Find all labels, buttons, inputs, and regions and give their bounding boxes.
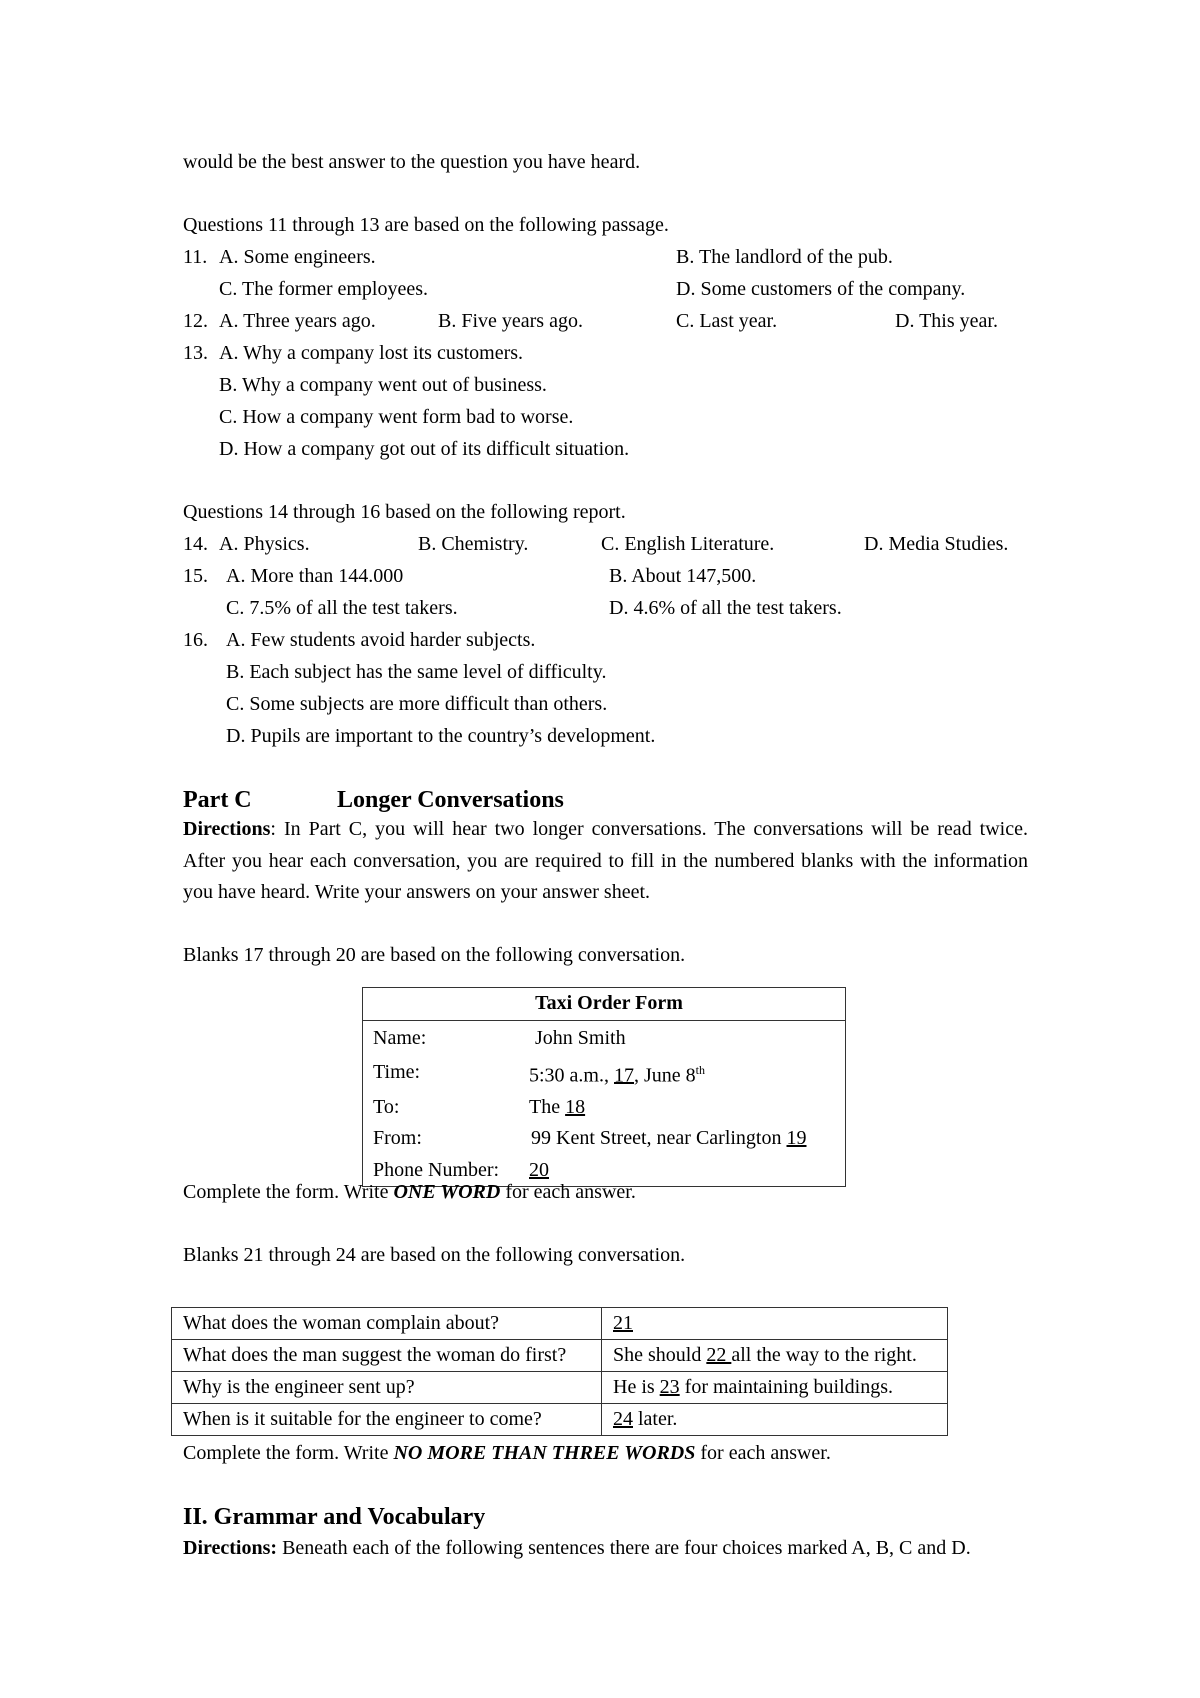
q14-option-a: A. Physics. — [219, 533, 310, 555]
table-row — [172, 1308, 948, 1340]
form2-instruction-suffix: for each answer. — [695, 1442, 831, 1464]
q14-option-c: C. English Literature. — [601, 533, 775, 555]
q13-option-b: B. Why a company went out of business. — [219, 374, 547, 396]
section-2-directions-label: Directions: — [183, 1537, 278, 1559]
blank-17: 17 — [614, 1064, 634, 1087]
q12-option-a: A. Three years ago. — [219, 310, 376, 332]
intro-text: would be the best answer to the question you have heard. — [183, 151, 641, 173]
form2-instruction — [183, 1439, 831, 1467]
section-2-directions-text: Beneath each of the following sentences there are four choices marked A, B, C and D. — [277, 1537, 971, 1559]
form1-instruction — [183, 1178, 636, 1206]
table-row — [172, 1372, 948, 1404]
q11-option-b: B. The landlord of the pub. — [676, 246, 893, 268]
blanks-17-20-lead: Blanks 17 through 20 are based on the following conversation. — [183, 944, 686, 966]
q11-option-c: C. The former employees. — [219, 278, 429, 300]
q14-option-b: B. Chemistry. — [418, 533, 529, 555]
row3-suffix: for maintaining buildings. — [679, 1376, 893, 1398]
q11-option-a: A. Some engineers. — [219, 246, 376, 268]
blank-21: 21 — [613, 1312, 633, 1334]
taxi-order-form — [362, 987, 846, 1187]
row4-suffix: later. — [633, 1408, 678, 1430]
blank-23: 23 — [659, 1376, 680, 1398]
to-prefix: The — [529, 1095, 566, 1118]
q15-option-a: A. More than 144.000 — [226, 565, 404, 587]
q13-option-a: A. Why a company lost its customers. — [219, 342, 524, 364]
blank-19: 19 — [786, 1127, 807, 1150]
q12-option-b: B. Five years ago. — [438, 310, 583, 332]
q13-option-c: C. How a company went form bad to worse. — [219, 406, 574, 428]
directions-label: Directions — [183, 818, 271, 840]
row4-question: When is it suitable for the engineer to come? — [172, 1404, 602, 1436]
blank-20: 20 — [529, 1158, 549, 1181]
name-label: Name: — [373, 1027, 427, 1049]
q14-number: 14. — [183, 533, 208, 555]
form1-instruction-emphasis: ONE WORD — [393, 1181, 501, 1203]
q15-number: 15. — [183, 565, 208, 587]
form2-instruction-prefix: Complete the form. Write — [183, 1442, 394, 1464]
form1-instruction-prefix: Complete the form. Write — [183, 1181, 394, 1203]
time-suffix: , June 8 — [634, 1064, 696, 1087]
q15-option-c: C. 7.5% of all the test takers. — [226, 597, 458, 619]
q12-option-d: D. This year. — [895, 310, 998, 332]
conversation-table — [171, 1307, 948, 1436]
q16-option-a: A. Few students avoid harder subjects. — [226, 629, 536, 651]
part-c-directions — [183, 814, 1028, 909]
row1-question: What does the woman complain about? — [172, 1308, 602, 1340]
row2-question: What does the man suggest the woman do first? — [172, 1340, 602, 1372]
row2-answer — [602, 1340, 948, 1372]
section-2-directions — [183, 1534, 971, 1562]
q14-option-d: D. Media Studies. — [864, 533, 1009, 555]
part-c-title: Longer Conversations — [337, 787, 564, 813]
blank-22: 22 — [706, 1344, 732, 1366]
time-superscript: th — [695, 1062, 706, 1077]
row3-prefix: He is — [613, 1376, 660, 1398]
q16-number: 16. — [183, 629, 208, 651]
row3-question: Why is the engineer sent up? — [172, 1372, 602, 1404]
name-value: John Smith — [535, 1027, 626, 1049]
row1-answer — [602, 1308, 948, 1340]
to-value — [515, 1092, 846, 1124]
q12-option-c: C. Last year. — [676, 310, 778, 332]
table-row — [172, 1404, 948, 1436]
q12-number: 12. — [183, 310, 208, 332]
section-b2-lead: Questions 14 through 16 based on the following report. — [183, 501, 626, 523]
blanks-21-24-lead: Blanks 21 through 24 are based on the following conversation. — [183, 1244, 686, 1266]
section-2-title: II. Grammar and Vocabulary — [183, 1504, 486, 1530]
q16-option-c: C. Some subjects are more difficult than others. — [226, 693, 608, 715]
from-value — [515, 1123, 846, 1155]
taxi-form-title: Taxi Order Form — [363, 988, 846, 1021]
time-prefix: 5:30 a.m., — [529, 1064, 614, 1087]
directions-text: : In Part C, you will hear two longer conversations. The conversations will be read twice. After you hear each conversation, you are required to fill in the numbered blanks with the information you have heard. Write your answers on your answer sheet. — [183, 818, 1028, 903]
q13-option-d: D. How a company got out of its difficult situation. — [219, 438, 630, 460]
row3-answer — [602, 1372, 948, 1404]
q15-option-b: B. About 147,500. — [609, 565, 757, 587]
blank-24: 24 — [613, 1408, 633, 1430]
q11-option-d: D. Some customers of the company. — [676, 278, 966, 300]
table-row — [172, 1340, 948, 1372]
form2-instruction-emphasis: NO MORE THAN THREE WORDS — [393, 1442, 696, 1464]
blank-18: 18 — [565, 1095, 586, 1118]
q16-option-b: B. Each subject has the same level of difficulty. — [226, 661, 607, 683]
q13-number: 13. — [183, 342, 208, 364]
time-value — [515, 1055, 846, 1092]
from-label: From: — [373, 1127, 422, 1150]
to-label: To: — [373, 1095, 400, 1118]
part-c-label: Part C — [183, 787, 252, 813]
q15-option-d: D. 4.6% of all the test takers. — [609, 597, 842, 619]
phone-label: Phone Number: — [373, 1158, 500, 1181]
q16-option-d: D. Pupils are important to the country’s development. — [226, 725, 656, 747]
row2-prefix: She should — [613, 1344, 707, 1366]
row4-answer — [602, 1404, 948, 1436]
time-label: Time: — [373, 1061, 421, 1084]
row2-suffix: all the way to the right. — [731, 1344, 917, 1366]
form1-instruction-suffix: for each answer. — [500, 1181, 636, 1203]
section-b1-lead: Questions 11 through 13 are based on the following passage. — [183, 214, 669, 236]
q11-number: 11. — [183, 246, 208, 268]
from-prefix: 99 Kent Street, near Carlington — [531, 1127, 787, 1150]
